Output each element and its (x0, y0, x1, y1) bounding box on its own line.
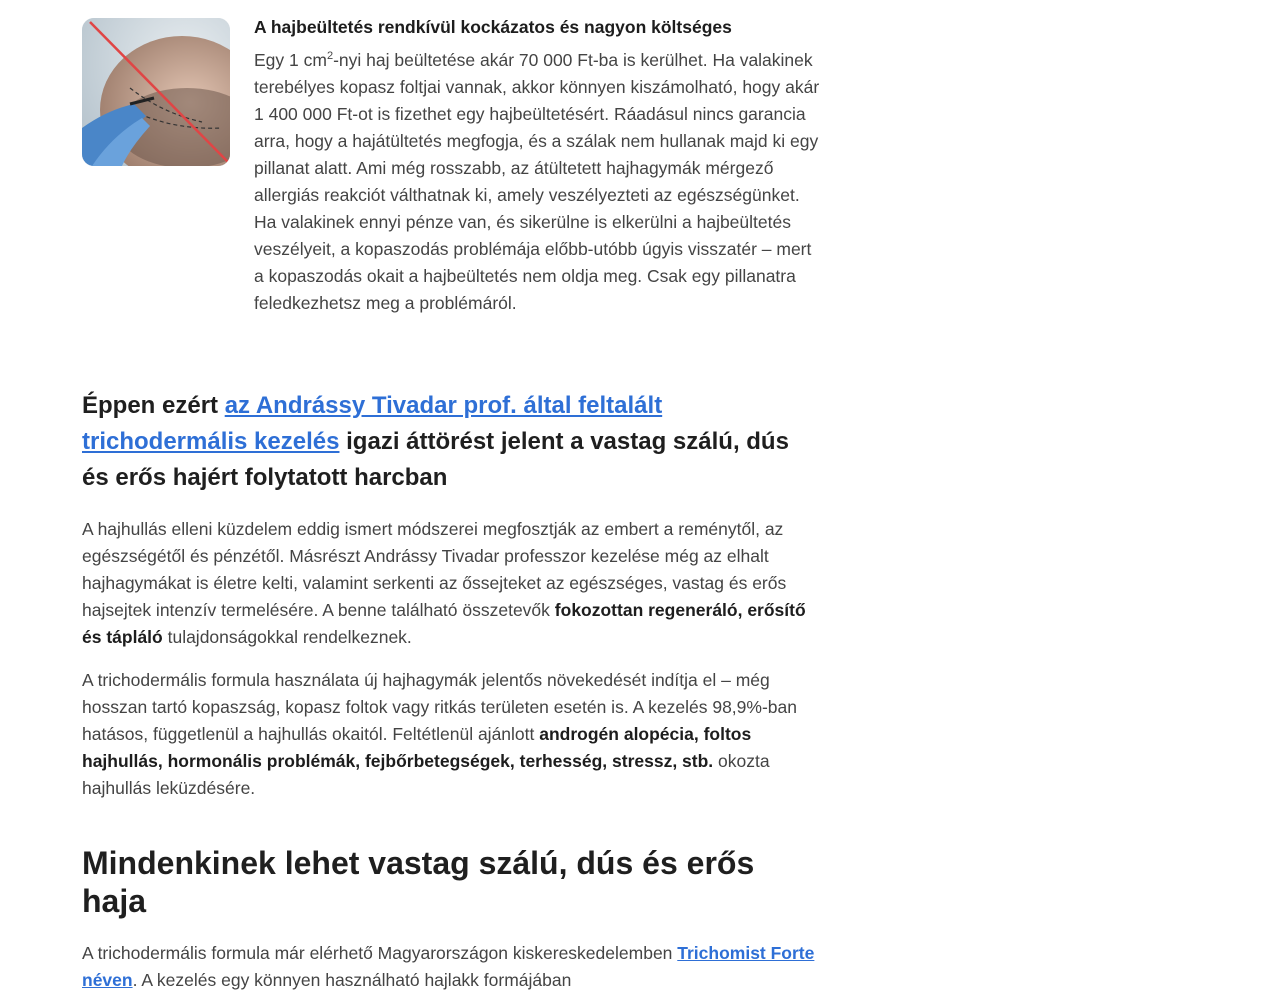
feature-text-sup: 2 (326, 50, 334, 63)
para2-pre: A trichodermális formula használata új hajhagymák jelentős növekedését indítja el – még hosszan tartó kopaszság, kopasz foltok vagy ritkás területen esetén is. A kezelés 98,9%-ban hatásos, függetlenül a hajhullás okaitól. Feltétlenül ajánlott (82, 670, 797, 744)
feature-paragraph (254, 47, 822, 317)
para1-pre: A hajhullás elleni küzdelem eddig ismert módszerei megfosztják az embert a reménytől, az egészségétől és pénzétől. Másrészt Andrássy Tivadar professzor kezelése még az elhalt hajhagymákat is életre kelti, valamint serkenti az őssejteket az egészséges, vastag és erős hajsejtek intenzív termelésére. A benne található összetevők (82, 519, 787, 620)
section-heading: Mindenkinek lehet vastag szálú, dús és erős haja (82, 845, 755, 919)
hair-transplant-text-block (254, 14, 822, 317)
para1-bold: fokozottan regeneráló, erősítő és tápláló (82, 600, 806, 647)
hair-transplant-image (82, 18, 230, 166)
feature-text-post: -nyi haj beültetése akár 70 000 Ft-ba is kerülhet. Ha valakinek terebélyes kopasz foltjai vannak, akkor könnyen kiszámolható, hogy akár 1 400 000 Ft-ot is fizethet egy hajbeültetésért. Ráadásul nincs garancia arra, hogy a hajátültetés megfogja, és a szálak nem hullanak majd ki egy pillanat alatt. Ami még rosszabb, az átültetett hajhagymák mérgező allergiás reakciót válthatnak ki, amely veszélyezteti az egészségünket. Ha valakinek ennyi pénze van, és sikerülne is elkerülni a hajbeültetés veszélyeit, a kopaszodás problémája előbb-utóbb úgyis visszatér – mert a kopaszodás okait a hajbeültetés nem oldja meg. Csak egy pillanatra feledkezhetsz meg a problémáról. (254, 50, 820, 313)
para1-post: tulajdonságokkal rendelkeznek. (162, 627, 412, 647)
trichodermal-treatment-link[interactable]: az Andrássy Tivadar prof. által feltalált trichodermális kezelés (82, 392, 663, 455)
para3-post: . A kezelés egy könnyen használható hajlakk formájában (132, 970, 572, 990)
feature-title: A hajbeültetés rendkívül kockázatos és nagyon költséges (254, 17, 732, 37)
treatment-subheading (82, 388, 822, 496)
hair-transplant-risk-section (82, 0, 822, 380)
para3-pre: A trichodermális formula már elérhető Magyarországon kiskereskedelemben (82, 943, 678, 963)
subhead-pre: Éppen ezért (82, 392, 225, 419)
paragraph-availability (82, 940, 822, 994)
feature-text-pre: Egy 1 cm (254, 50, 327, 70)
trichomist-forte-link[interactable]: Trichomist Forte néven (82, 943, 815, 990)
paragraph-treatment-intro (82, 516, 822, 651)
para2-bold: androgén alopécia, foltos hajhullás, hormonális problémák, fejbőrbetegségek, terhesség, stressz, stb. (82, 724, 752, 771)
paragraph-formula-usage (82, 667, 822, 802)
article-column (82, 0, 822, 994)
para2-post: okozta hajhullás leküzdésére. (82, 751, 770, 798)
subhead-post: igazi áttörést jelent a vastag szálú, dús és erős hajért folytatott harcban (82, 428, 789, 491)
